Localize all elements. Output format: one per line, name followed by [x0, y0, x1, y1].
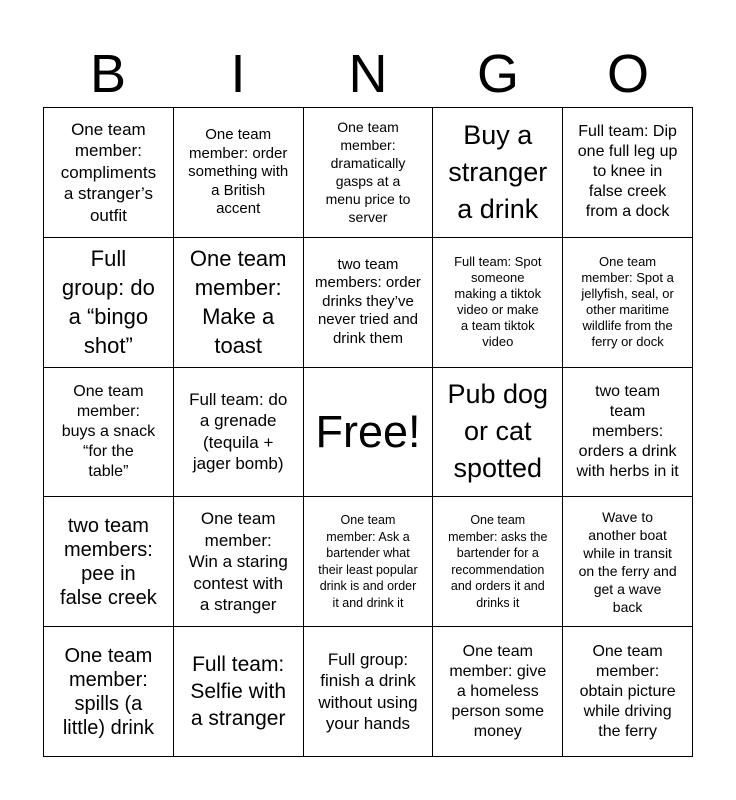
cell-text: Full group: do a “bingo shot” [61, 246, 155, 359]
bingo-cell[interactable] [304, 627, 434, 757]
bingo-cell[interactable] [174, 368, 304, 498]
header-letter-o: O [606, 44, 649, 104]
bingo-cell[interactable] [563, 238, 693, 368]
cell-text: One team member: Ask a bartender what their least popular drink is and order it and drink it [318, 513, 418, 610]
bingo-cell[interactable] [563, 108, 693, 238]
bingo-cell[interactable] [563, 627, 693, 757]
bingo-cell[interactable] [563, 497, 693, 627]
cell-text: two team team members: orders a drink with herbs in it [576, 382, 679, 480]
bingo-card [43, 107, 693, 757]
cell-text: One team member: Spot a jellyfish, seal, or other maritime wildlife from the ferry or dock [581, 254, 674, 350]
cell-text: Pub dog or cat spotted [447, 379, 549, 484]
cell-text: Full team: do a grenade (tequila + jager bomb) [189, 389, 288, 474]
bingo-cell[interactable] [433, 497, 563, 627]
bingo-cell[interactable] [174, 238, 304, 368]
bingo-cell[interactable] [433, 238, 563, 368]
bingo-cell[interactable] [174, 497, 304, 627]
cell-text: Full group: finish a drink without using your hands [318, 649, 418, 734]
header-letter-g: G [476, 44, 519, 104]
bingo-cell[interactable] [44, 368, 174, 498]
bingo-cell[interactable] [304, 108, 434, 238]
cell-text: Wave to another boat while in transit on the ferry and get a wave back [578, 508, 677, 615]
cell-text: One team member: buys a snack “for the table” [61, 382, 156, 480]
free-space[interactable] [304, 368, 434, 498]
bingo-cell[interactable] [433, 108, 563, 238]
cell-text: One team member: order something with a British accent [188, 126, 289, 218]
header-letter-i: I [230, 44, 246, 104]
cell-text: One team member: asks the bartender for a recommendation and orders it and drinks it [448, 513, 548, 610]
bingo-header [43, 40, 693, 108]
bingo-cell[interactable] [563, 368, 693, 498]
cell-text: One team member: compliments a stranger’s outfit [60, 119, 157, 225]
bingo-cell[interactable] [174, 108, 304, 238]
cell-text: One team member: dramatically gasps at a menu price to server [325, 119, 411, 226]
cell-text: Full team: Spot someone making a tiktok video or make a team tiktok video [454, 254, 542, 350]
header-letter-n: N [348, 44, 388, 104]
bingo-cell[interactable] [304, 238, 434, 368]
bingo-cell[interactable] [44, 627, 174, 757]
cell-text: One team member: obtain picture while driving the ferry [579, 642, 676, 740]
cell-text: Full team: Selfie with a stranger [190, 653, 287, 731]
cell-text: One team member: give a homeless person some money [449, 642, 547, 740]
cell-text: Buy a stranger a drink [448, 119, 548, 224]
cell-text: One team member: Win a staring contest with a stranger [188, 509, 288, 615]
cell-text: two team members: pee in false creek [60, 514, 157, 609]
bingo-cell[interactable] [174, 627, 304, 757]
cell-text: One team member: Make a toast [189, 246, 287, 359]
bingo-cell[interactable] [433, 627, 563, 757]
bingo-cell[interactable] [44, 108, 174, 238]
bingo-cell[interactable] [44, 497, 174, 627]
cell-text: One team member: spills (a little) drink [62, 644, 154, 739]
bingo-cell[interactable] [44, 238, 174, 368]
bingo-cell[interactable] [433, 368, 563, 498]
header-letter-b: B [89, 44, 127, 104]
free-space-text: Free! [315, 405, 421, 457]
bingo-cell[interactable] [304, 497, 434, 627]
cell-text: two team members: order drinks they’ve never tried and drink them [315, 255, 421, 347]
cell-text: Full team: Dip one full leg up to knee in false creek from a dock [577, 123, 678, 221]
